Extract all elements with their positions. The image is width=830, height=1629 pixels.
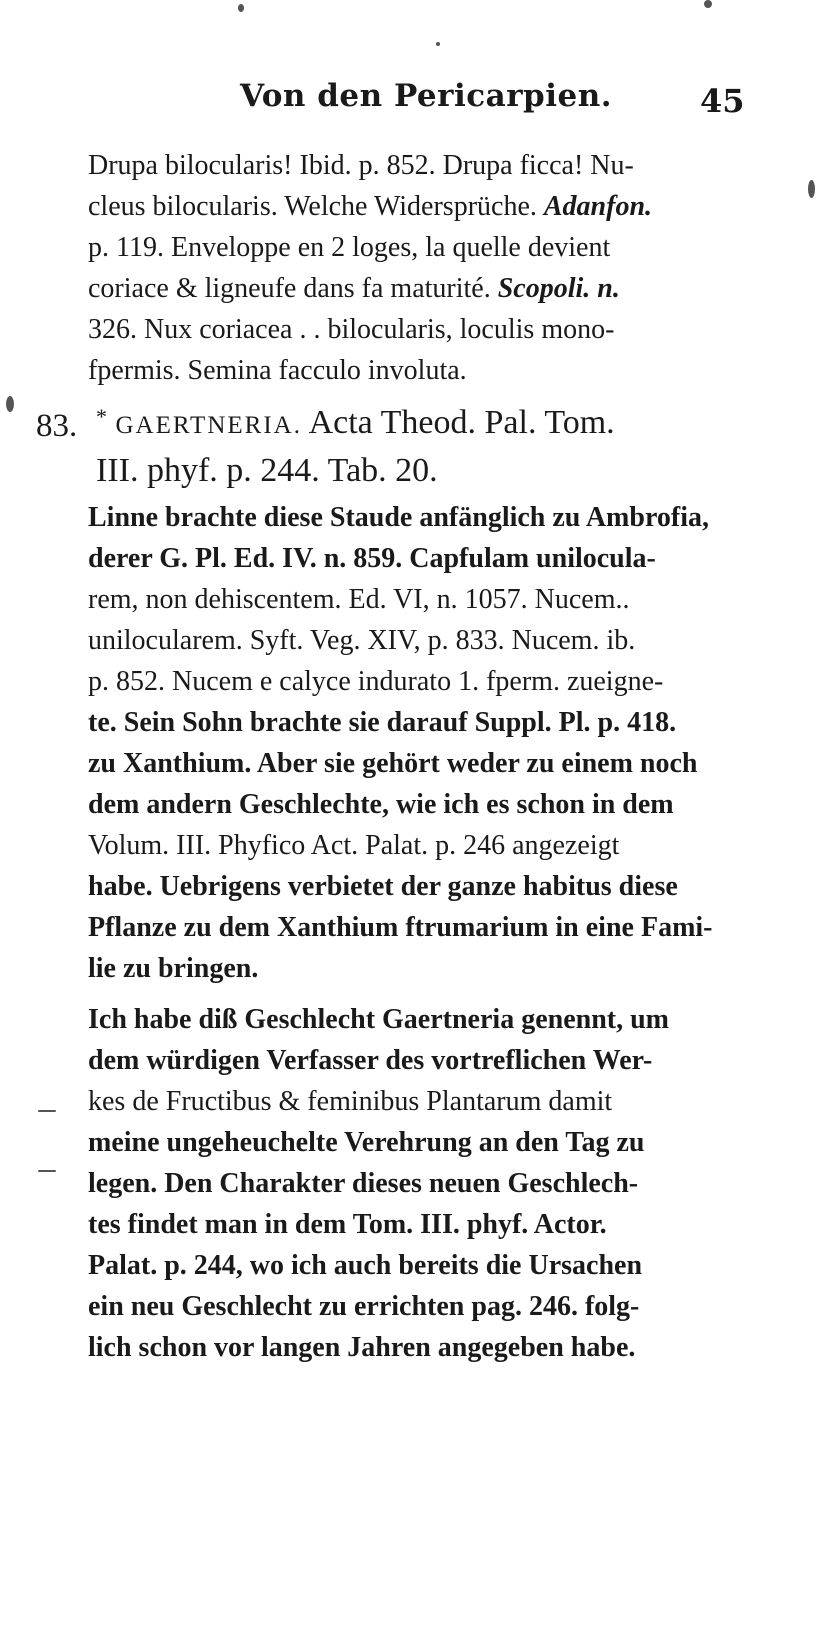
line-text: cleus bilocularis. Welche Widersprüche.	[88, 191, 537, 222]
text-line: tes findet man in dem Tom. III. phyf. Actor.	[88, 1209, 607, 1240]
text-line	[88, 312, 614, 348]
text-line: derer G. Pl. Ed. IV. n. 859. Capfulam unilocula-	[88, 543, 656, 574]
genus-name: GAERTNERIA.	[115, 412, 302, 439]
text-line: dem andern Geschlechte, wie ich es schon in dem	[88, 789, 674, 820]
line-text: coriace & ligneufe dans fa maturité.	[88, 273, 491, 304]
scan-speck	[38, 1110, 56, 1112]
page-number: 45	[700, 82, 745, 120]
text-line: zu Xanthium. Aber sie gehört weder zu einem noch	[88, 748, 698, 779]
text-line: unilocularem. Syft. Veg. XIV, p. 833. Nucem. ib.	[88, 625, 636, 656]
text-line: p. 852. Nucem e calyce indurato 1. fperm. zueigne-	[88, 666, 664, 697]
text-line: te. Sein Sohn brachte sie darauf Suppl. Pl. p. 418.	[88, 707, 677, 738]
text-line: Volum. III. Phyfico Act. Palat. p. 246 angezeigt	[88, 830, 620, 861]
scan-speck	[38, 1170, 56, 1172]
text-line: Pflanze zu dem Xanthium ftrumarium in eine Fami-	[88, 912, 713, 943]
text-line: dem würdigen Verfasser des vortreflichen Wer-	[88, 1045, 653, 1076]
text-line: rem, non dehiscentem. Ed. VI, n. 1057. Nucem..	[88, 584, 630, 615]
author-name: Scopoli. n.	[497, 273, 620, 304]
scan-speck	[238, 4, 244, 12]
text-line	[88, 189, 652, 225]
entry-citation: Acta Theod. Pal. Tom.	[308, 404, 615, 441]
line-text: p. 119. Enveloppe en 2 loges, la quelle devient	[88, 232, 611, 263]
running-title: Von den Pericarpien.	[240, 78, 613, 114]
text-line: lich schon vor langen Jahren angegeben habe.	[88, 1332, 636, 1363]
text-line: legen. Den Charakter dieses neuen Geschlech-	[88, 1168, 639, 1199]
text-line	[88, 271, 620, 307]
text-line: ein neu Geschlecht zu errichten pag. 246. folg-	[88, 1291, 640, 1322]
scan-speck	[436, 42, 440, 46]
scan-speck	[808, 180, 815, 198]
line-text: 326. Nux coriacea . . bilocularis, loculis mono-	[88, 314, 615, 345]
text-line: Palat. p. 244, wo ich auch bereits die Ursachen	[88, 1250, 643, 1281]
entry-citation-cont: III. phyf. p. 244. Tab. 20.	[96, 452, 438, 489]
scan-speck	[6, 396, 14, 412]
text-line: habe. Uebrigens verbietet der ganze habitus diese	[88, 871, 678, 902]
author-name: Adanfon.	[543, 191, 653, 222]
entry-heading	[96, 404, 615, 442]
line-text: fpermis. Semina facculo involuta.	[88, 355, 467, 386]
text-line: meine ungeheuchelte Verehrung an den Tag zu	[88, 1127, 645, 1158]
entry-marker: *	[96, 404, 107, 429]
text-line: kes de Fructibus & feminibus Plantarum damit	[88, 1086, 613, 1117]
scan-speck	[704, 0, 712, 8]
text-line	[88, 353, 467, 389]
text-line	[88, 148, 634, 184]
text-line	[88, 230, 610, 266]
entry-number: 83.	[36, 408, 78, 444]
line-text: Drupa bilocularis! Ibid. p. 852. Drupa ficca! Nu-	[88, 150, 634, 181]
text-line: Linne brachte diese Staude anfänglich zu Ambrofia,	[88, 502, 709, 533]
running-header	[0, 78, 830, 128]
text-line: Ich habe diß Geschlecht Gaertneria genennt, um	[88, 1004, 669, 1035]
text-line: lie zu bringen.	[88, 953, 259, 984]
